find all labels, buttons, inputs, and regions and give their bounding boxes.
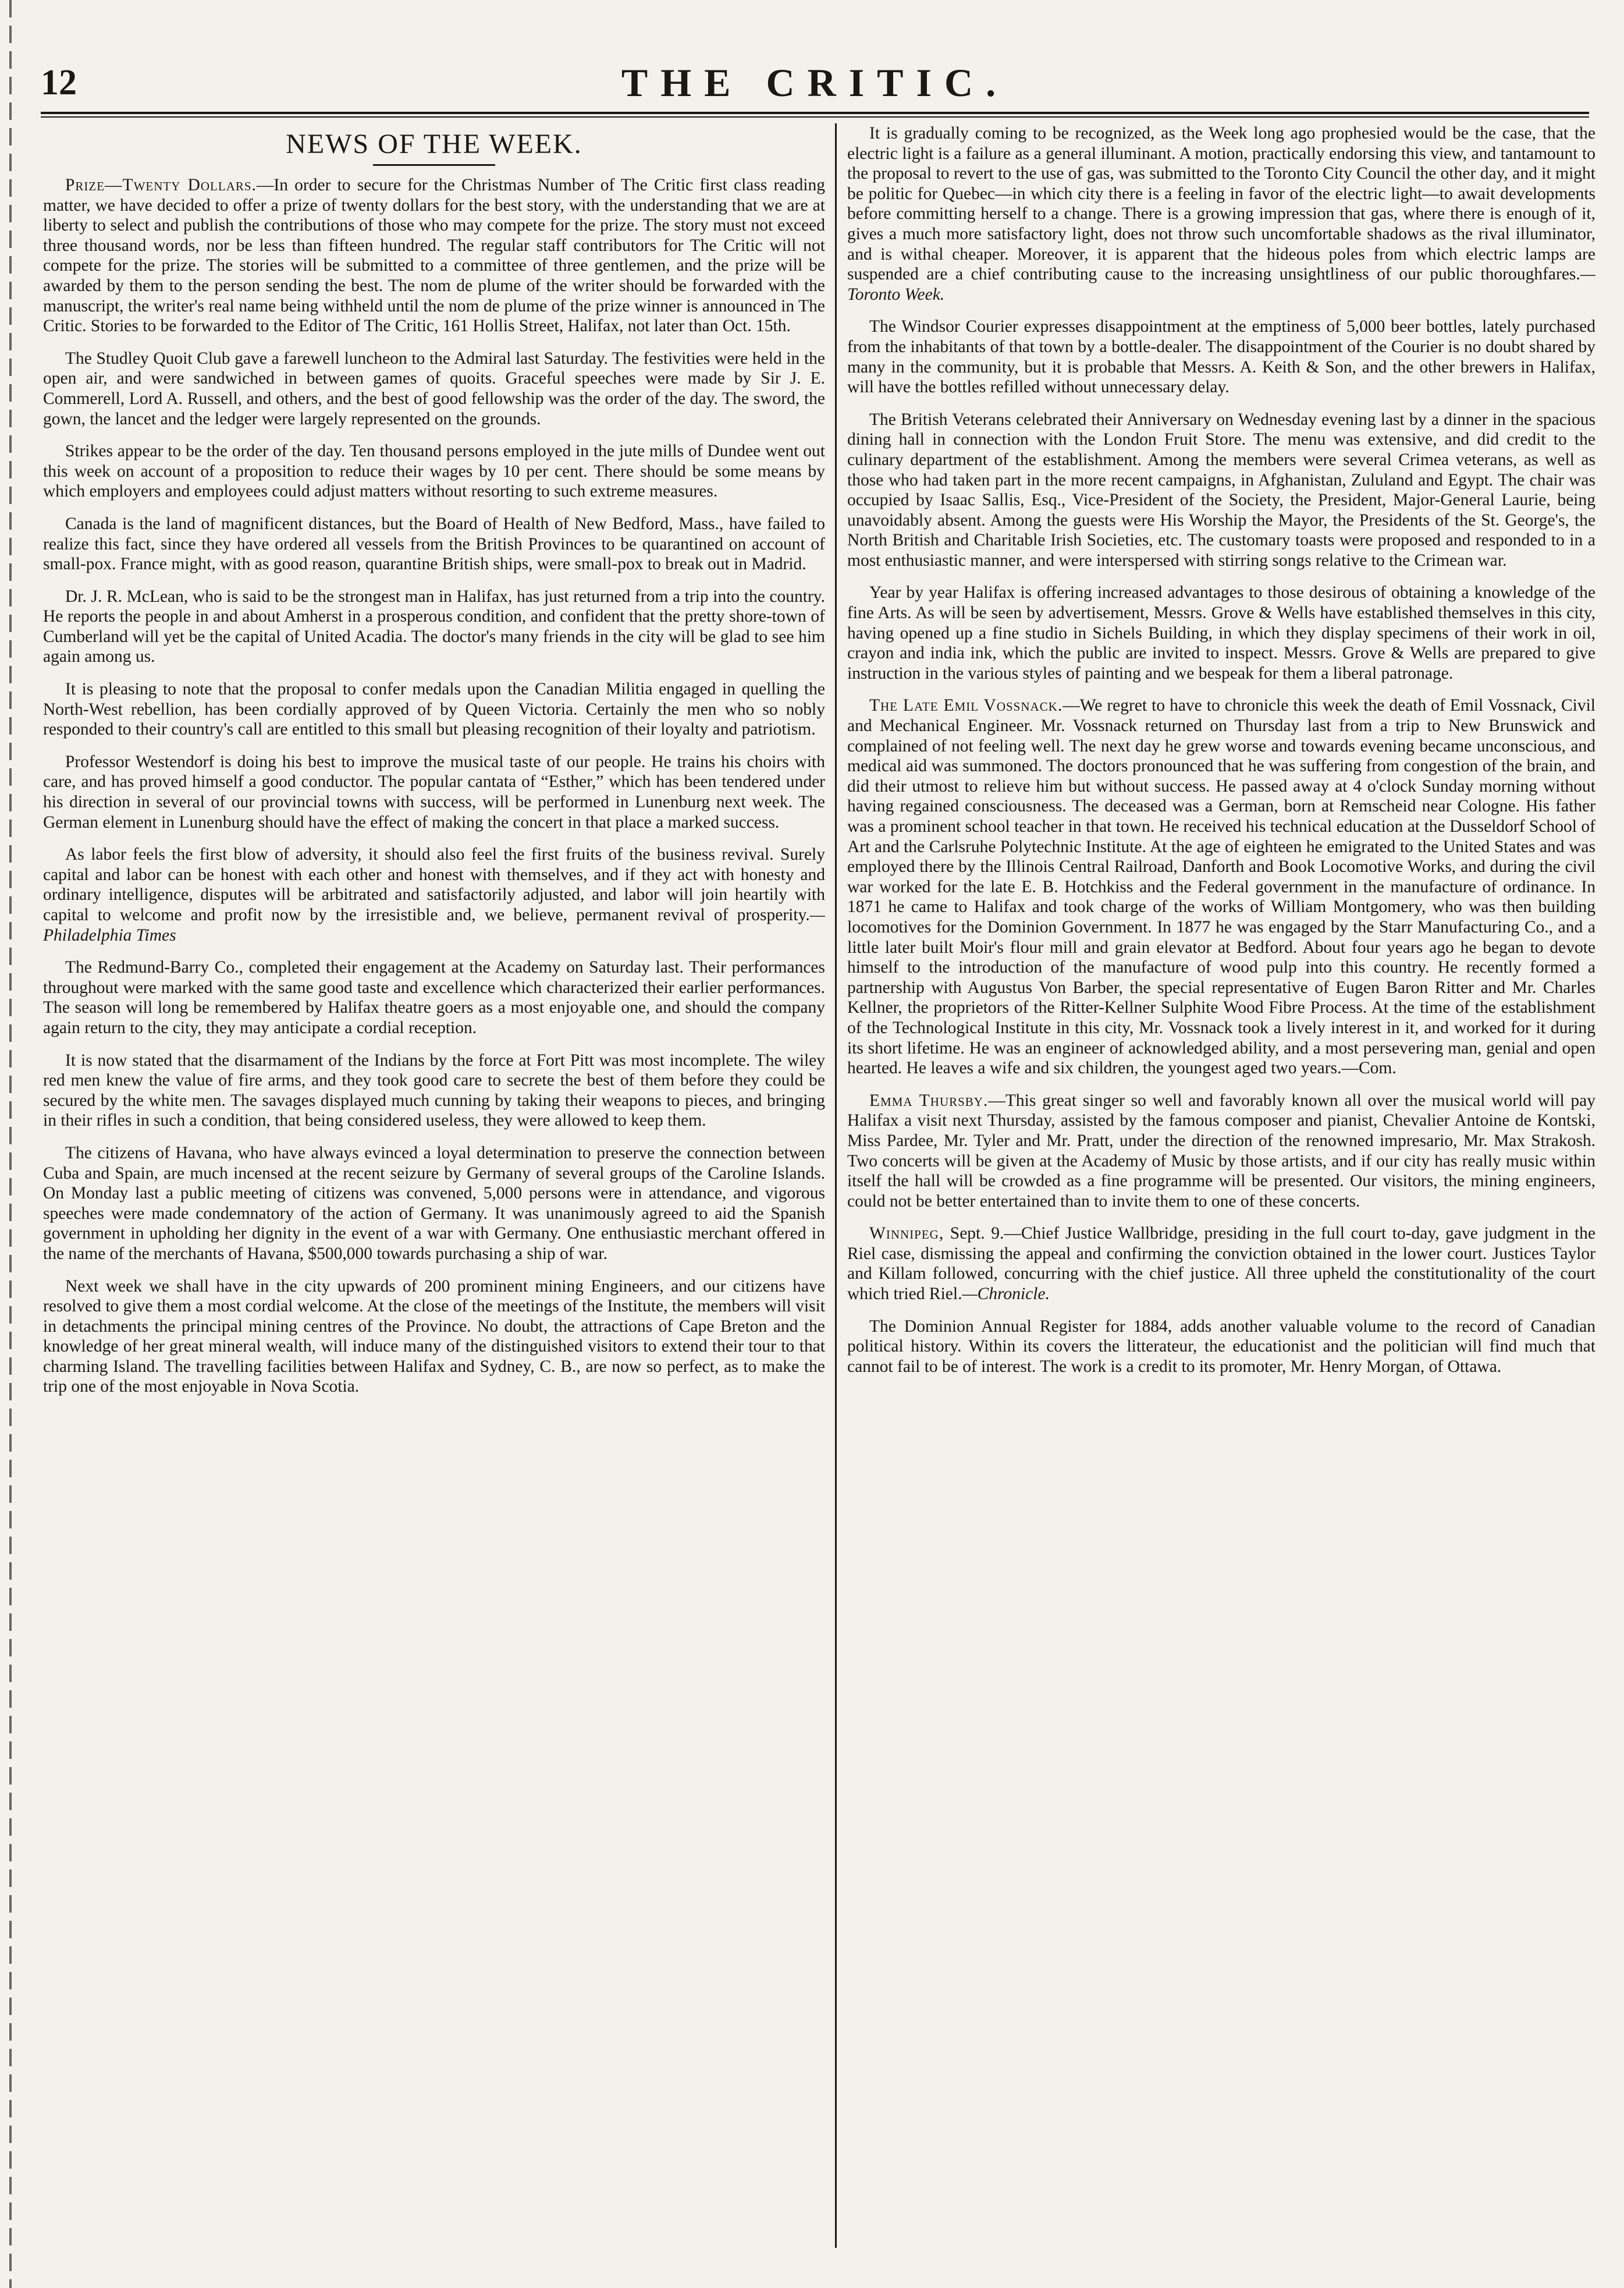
header-rule: [41, 112, 1589, 114]
news-item: [43, 752, 825, 832]
news-item: [43, 1051, 825, 1131]
page-number: 12: [41, 63, 77, 102]
news-item: [847, 410, 1595, 571]
title-rule: [373, 164, 495, 166]
news-item: [43, 957, 825, 1038]
news-item: [847, 1091, 1595, 1212]
news-item-text: The Windsor Courier expresses disappointment at the emptiness of 5,000 beer bottles, lately purchased from the inhabitants of that town by a bottle-dealer. The disappointment of the Courier is no doubt shared by many in the community, but it is probable that Messrs. A. Keith & Son, and the other brewers in Halifax, will have the bottles refilled without unnecessary delay.: [847, 317, 1595, 397]
right-column: [847, 123, 1595, 2247]
news-item-lead: Winnipeg,: [869, 1224, 944, 1243]
news-item-text: —In order to secure for the Christmas Number of The Critic first class reading matter, we have decided to offer a prize of twenty dollars for the best story, with the understanding that we are at liberty to select and publish the contributions of those who may compete for the prize. The story must not exceed three thousand words, nor be less than fifteen hundred. The regular staff contributors for The Critic will not compete for the prize. The stories will be submitted to a committee of three gentlemen, and the prize will be awarded by them to the person sending the best. The nom de plume of the writer should be forwarded with the manuscript, the writer's real name being withheld until the nom de plume of the prize winner is announced in The Critic. Stories to be forwarded to the Editor of The Critic, 161 Hollis Street, Halifax, not later than Oct. 15th.: [43, 176, 825, 336]
news-item: [847, 696, 1595, 1078]
news-item: [43, 679, 825, 740]
news-item: [43, 441, 825, 502]
news-item-text: It is now stated that the disarmament of the Indians by the force at Fort Pitt was most incomplete. The wiley red men knew the value of fire arms, and they took good care to secrete the best of them before they could be secured by the white men. The savages displayed much cunning by taking their weapons to pieces, and bringing in their rifles in such a condition, that being considered useless, they were allowed to keep them.: [43, 1051, 825, 1130]
news-item-source: —Philadelphia Times: [43, 906, 825, 945]
news-item-text: It is pleasing to note that the proposal to confer medals upon the Canadian Militia engaged in quelling the North-West rebellion, has been cordially approved of by Queen Victoria. Certainly the men who so nobly responded to their country's call are entitled to this small but pleasing recognition of their loyalty and patriotism.: [43, 680, 825, 739]
news-item-text: The Dominion Annual Register for 1884, adds another valuable volume to the record of Canadian political history. Within its covers the litterateur, the educationist and the politician will find much that cannot fail to be of interest. The work is a credit to its promoter, Mr. Henry Morgan, of Ottawa.: [847, 1317, 1595, 1376]
news-item-text: Next week we shall have in the city upwards of 200 prominent mining Engineers, and our citizens have resolved to give them a most cordial welcome. At the close of the meetings of the Institute, the members will visit in detachments the principal mining centres of the Province. No doubt, the attractions of Cape Breton and the knowledge of her great mineral wealth, will induce many of the distinguished visitors to extend their tour to that charming Island. The travelling facilities between Halifax and Sydney, C. B., are now so perfect, as to make the trip one of the most enjoyable in Nova Scotia.: [43, 1276, 825, 1396]
left-column: [43, 123, 825, 2247]
news-item-text: Professor Westendorf is doing his best to improve the musical taste of our people. He trains his choirs with care, and has proved himself a good conductor. The popular cantata of “Esther,” which has been tendered under his direction in several of our provincial towns with success, will be performed in Lunenburg next week. The German element in Lunenburg should have the effect of making the concert in that place a marked success.: [43, 752, 825, 832]
news-item-text: —This great singer so well and favorably known all over the musical world will pay Halifax a visit next Thursday, assisted by the famous composer and pianist, Chevalier Antoine de Kontski, Miss Pardee, Mr. Tyler and Mr. Pratt, under the direction of the renowned impresario, Mr. Max Strakosh. Two concerts will be given at the Academy of Music by those artists, and if our city has really music within itself the hall will be crowded as a fine programme will be presented. Our visitors, the mining engineers, could not be better entertained than to invite them to one of these concerts.: [847, 1091, 1595, 1211]
column-divider: [835, 123, 837, 2248]
binding-margin-rule: [9, 0, 12, 2288]
news-item-source: —Toronto Week.: [847, 265, 1595, 304]
news-item-text: The Studley Quoit Club gave a farewell luncheon to the Admiral last Saturday. The festivities were held in the open air, and were sandwiched in between games of quoits. Graceful speeches were made by Sir J. E. Commerell, Lord A. Russell, and others, and the best of good fellowship was the order of the day. The sword, the gown, the lancet and the ledger were largely represented on the grounds.: [43, 349, 825, 428]
news-item: [847, 1223, 1595, 1304]
news-item-text: Canada is the land of magnificent distances, but the Board of Health of New Bedford, Mass., have failed to realize this fact, since they have ordered all vessels from the British Provinces to be quarantined on account of small-pox. France might, with as good reason, quarantine British ships, were small-pox to break out in Madrid.: [43, 514, 825, 574]
news-item: [43, 587, 825, 667]
news-item-lead: Prize—Twenty Dollars.: [65, 176, 257, 194]
news-item: [847, 1317, 1595, 1377]
news-item-text: The British Veterans celebrated their Anniversary on Wednesday evening last by a dinner in the spacious dining hall in connection with the London Fruit Store. The menu was extensive, and did credit to the culinary department of the establishment. Among the members were several Crimea veterans, as well as those who had taken part in the more recent campaigns, in Afghanistan, Zululand and Egypt. The chair was occupied by Isaac Sallis, Esq., Vice-President of the Society, the President, Major-General Laurie, being unavoidably absent. Among the guests were His Worship the Mayor, the Presidents of the St. George's, the North British and Charitable Irish Societies, etc. The customary toasts were proposed and responded to in a most enthusiastic manner, and were interspersed with stirring songs relative to the Crimean war.: [847, 410, 1595, 570]
section-title: NEWS OF THE WEEK.: [286, 129, 582, 159]
header-rule-thin: [41, 116, 1589, 118]
news-item: [43, 1143, 825, 1264]
news-item-text: Dr. J. R. McLean, who is said to be the strongest man in Halifax, has just returned from a trip into the country. He reports the people in and about Amherst in a prosperous condition, and confident that the pretty shore-town of Cumberland will yet be the capital of United Acadia. The doctor's many friends in the city will be glad to see him again among us.: [43, 587, 825, 666]
news-item: [43, 1276, 825, 1397]
news-item-source: —Chronicle.: [962, 1285, 1050, 1304]
news-item: [847, 123, 1595, 304]
news-item-text: The citizens of Havana, who have always evinced a loyal determination to preserve the connection between Cuba and Spain, are much incensed at the recent seizure by Germany of several groups of the Caroline Islands. On Monday last a public meeting of citizens was convened, 5,000 persons were in attendance, and vigorous speeches were made condemnatory of the action of Germany. It was unanimously agreed to aid the Spanish government in upholding her dignity in the event of a war with Germany. One enthusiastic merchant offered in the name of the merchants of Havana, $500,000 towards purchasing a ship of war.: [43, 1143, 825, 1263]
masthead: THE CRITIC.: [621, 61, 1009, 105]
news-item: [847, 317, 1595, 397]
news-item-text: Sept. 9.—Chief Justice Wallbridge, presiding in the full court to-day, gave judgment in the Riel case, dismissing the appeal and confirming the conviction obtained in the lower court. Justices Taylor and Killam followed, concurring with the chief justice. All three upheld the constitutionality of the court which tried Riel.: [847, 1224, 1595, 1304]
news-item-text: It is gradually coming to be recognized, as the Week long ago prophesied would be the case, that the electric light is a failure as a general illuminant. A motion, practically endorsing this view, and tantamount to the proposal to revert to the use of gas, was submitted to the Toronto City Council the other day, and it might be politic for Quebec—in which city there is a feeling in favor of the electric light—to await developments before committing herself to a change. There is a growing impression that gas, where there is enough of it, gives a much more satisfactory light, does not throw such uncomfortable shadows as the rival illuminator, and is withal cheaper. Moreover, it is apparent that the hideous poles from which electric lamps are suspended are a chief contributing cause to the increasing unsightliness of our public thoroughfares.: [847, 124, 1595, 284]
news-item-text: Year by year Halifax is offering increased advantages to those desirous of obtaining a knowledge of the fine Arts. As will be seen by advertisement, Messrs. Grove & Wells have established themselves in this city, having opened up a fine studio in Sichels Building, in which they display specimens of their work in oil, crayon and india ink, which the public are invited to inspect. Messrs. Grove & Wells are prepared to give instruction in the various styles of painting and we bespeak for them a liberal patronage.: [847, 583, 1595, 683]
news-item-text: The Redmund-Barry Co., completed their engagement at the Academy on Saturday last. Their performances throughout were marked with the same good taste and excellence which characterized their earlier performances. The season will long be remembered by Halifax theatre goers as a most enjoyable one, and should the company again return to the city, they may anticipate a cordial reception.: [43, 958, 825, 1037]
news-item: [847, 583, 1595, 683]
news-item-text: As labor feels the first blow of adversity, it should also feel the first fruits of the business revival. Surely capital and labor can be honest with each other and honest with themselves, and if they act with honesty and ordinary intelligence, disputes will be arbitrated and satisfactorily adjusted, and labor will join heartily with capital to welcome and profit now by the irresistible and, we believe, permanent revival of prosperity.: [43, 845, 825, 924]
news-item-text: Strikes appear to be the order of the day. Ten thousand persons employed in the jute mills of Dundee went out this week on account of a proposition to reduce their wages by 10 per cent. There should be some means by which employers and employees could adjust matters without resorting to such extreme measures.: [43, 442, 825, 501]
news-item-text: —We regret to have to chronicle this week the death of Emil Vossnack, Civil and Mechanical Engineer. Mr. Vossnack returned on Thursday last from a trip to New Brunswick and complained of not feeling well. The next day he grew worse and towards evening became unconscious, and medical aid was summoned. The doctors pronounced that he was suffering from congestion of the brain, and did their utmost to relieve him but without success. He passed away at 4 o'clock Sunday morning without having regained consciousness. The deceased was a German, born at Remscheid near Cologne. His father was a prominent school teacher in that town. He received his technical education at the Dusseldorf School of Art and the Carlsruhe Polytechnic Institute. At the age of eighteen he emigrated to the United States and was employed there by the Illinois Central Railroad, Danforth and Book Locomotive Works, and during the civil war worked for the late E. B. Hotchkiss and the Federal government in the manufacture of ordinance. In 1871 he came to Halifax and took charge of the works of William Montgomery, who was then building locomotives for the Dominion Government. In 1877 he was engaged by the Starr Manufacturing Co., and a little later built Moir's flour mill and grain elevator at Bedford. About four years ago he began to devote himself to the introduction of the manufacture of wood pulp into this country. He recently formed a partnership with Augustus Von Barber, the special representative of Eugen Baron Ritter and Mr. Charles Kellner, the proprietors of the Ritter-Kellner Sulphite Wood Fibre Process. At the time of the establishment of the Technological Institute in this city, Mr. Vossnack took a lively interest in it, and worked for it during its short lifetime. He was an engineer of acknowledged ability, and a most persevering man, genial and open hearted. He leaves a wife and six children, the youngest aged two years.—Com.: [847, 696, 1595, 1078]
news-item: [43, 349, 825, 429]
page-header: [41, 56, 1589, 109]
news-item: [43, 845, 825, 945]
news-item-lead: Emma Thursby.: [869, 1091, 989, 1110]
news-item: [43, 175, 825, 336]
news-item: [43, 514, 825, 574]
news-item-lead: The Late Emil Vossnack.: [869, 696, 1063, 715]
